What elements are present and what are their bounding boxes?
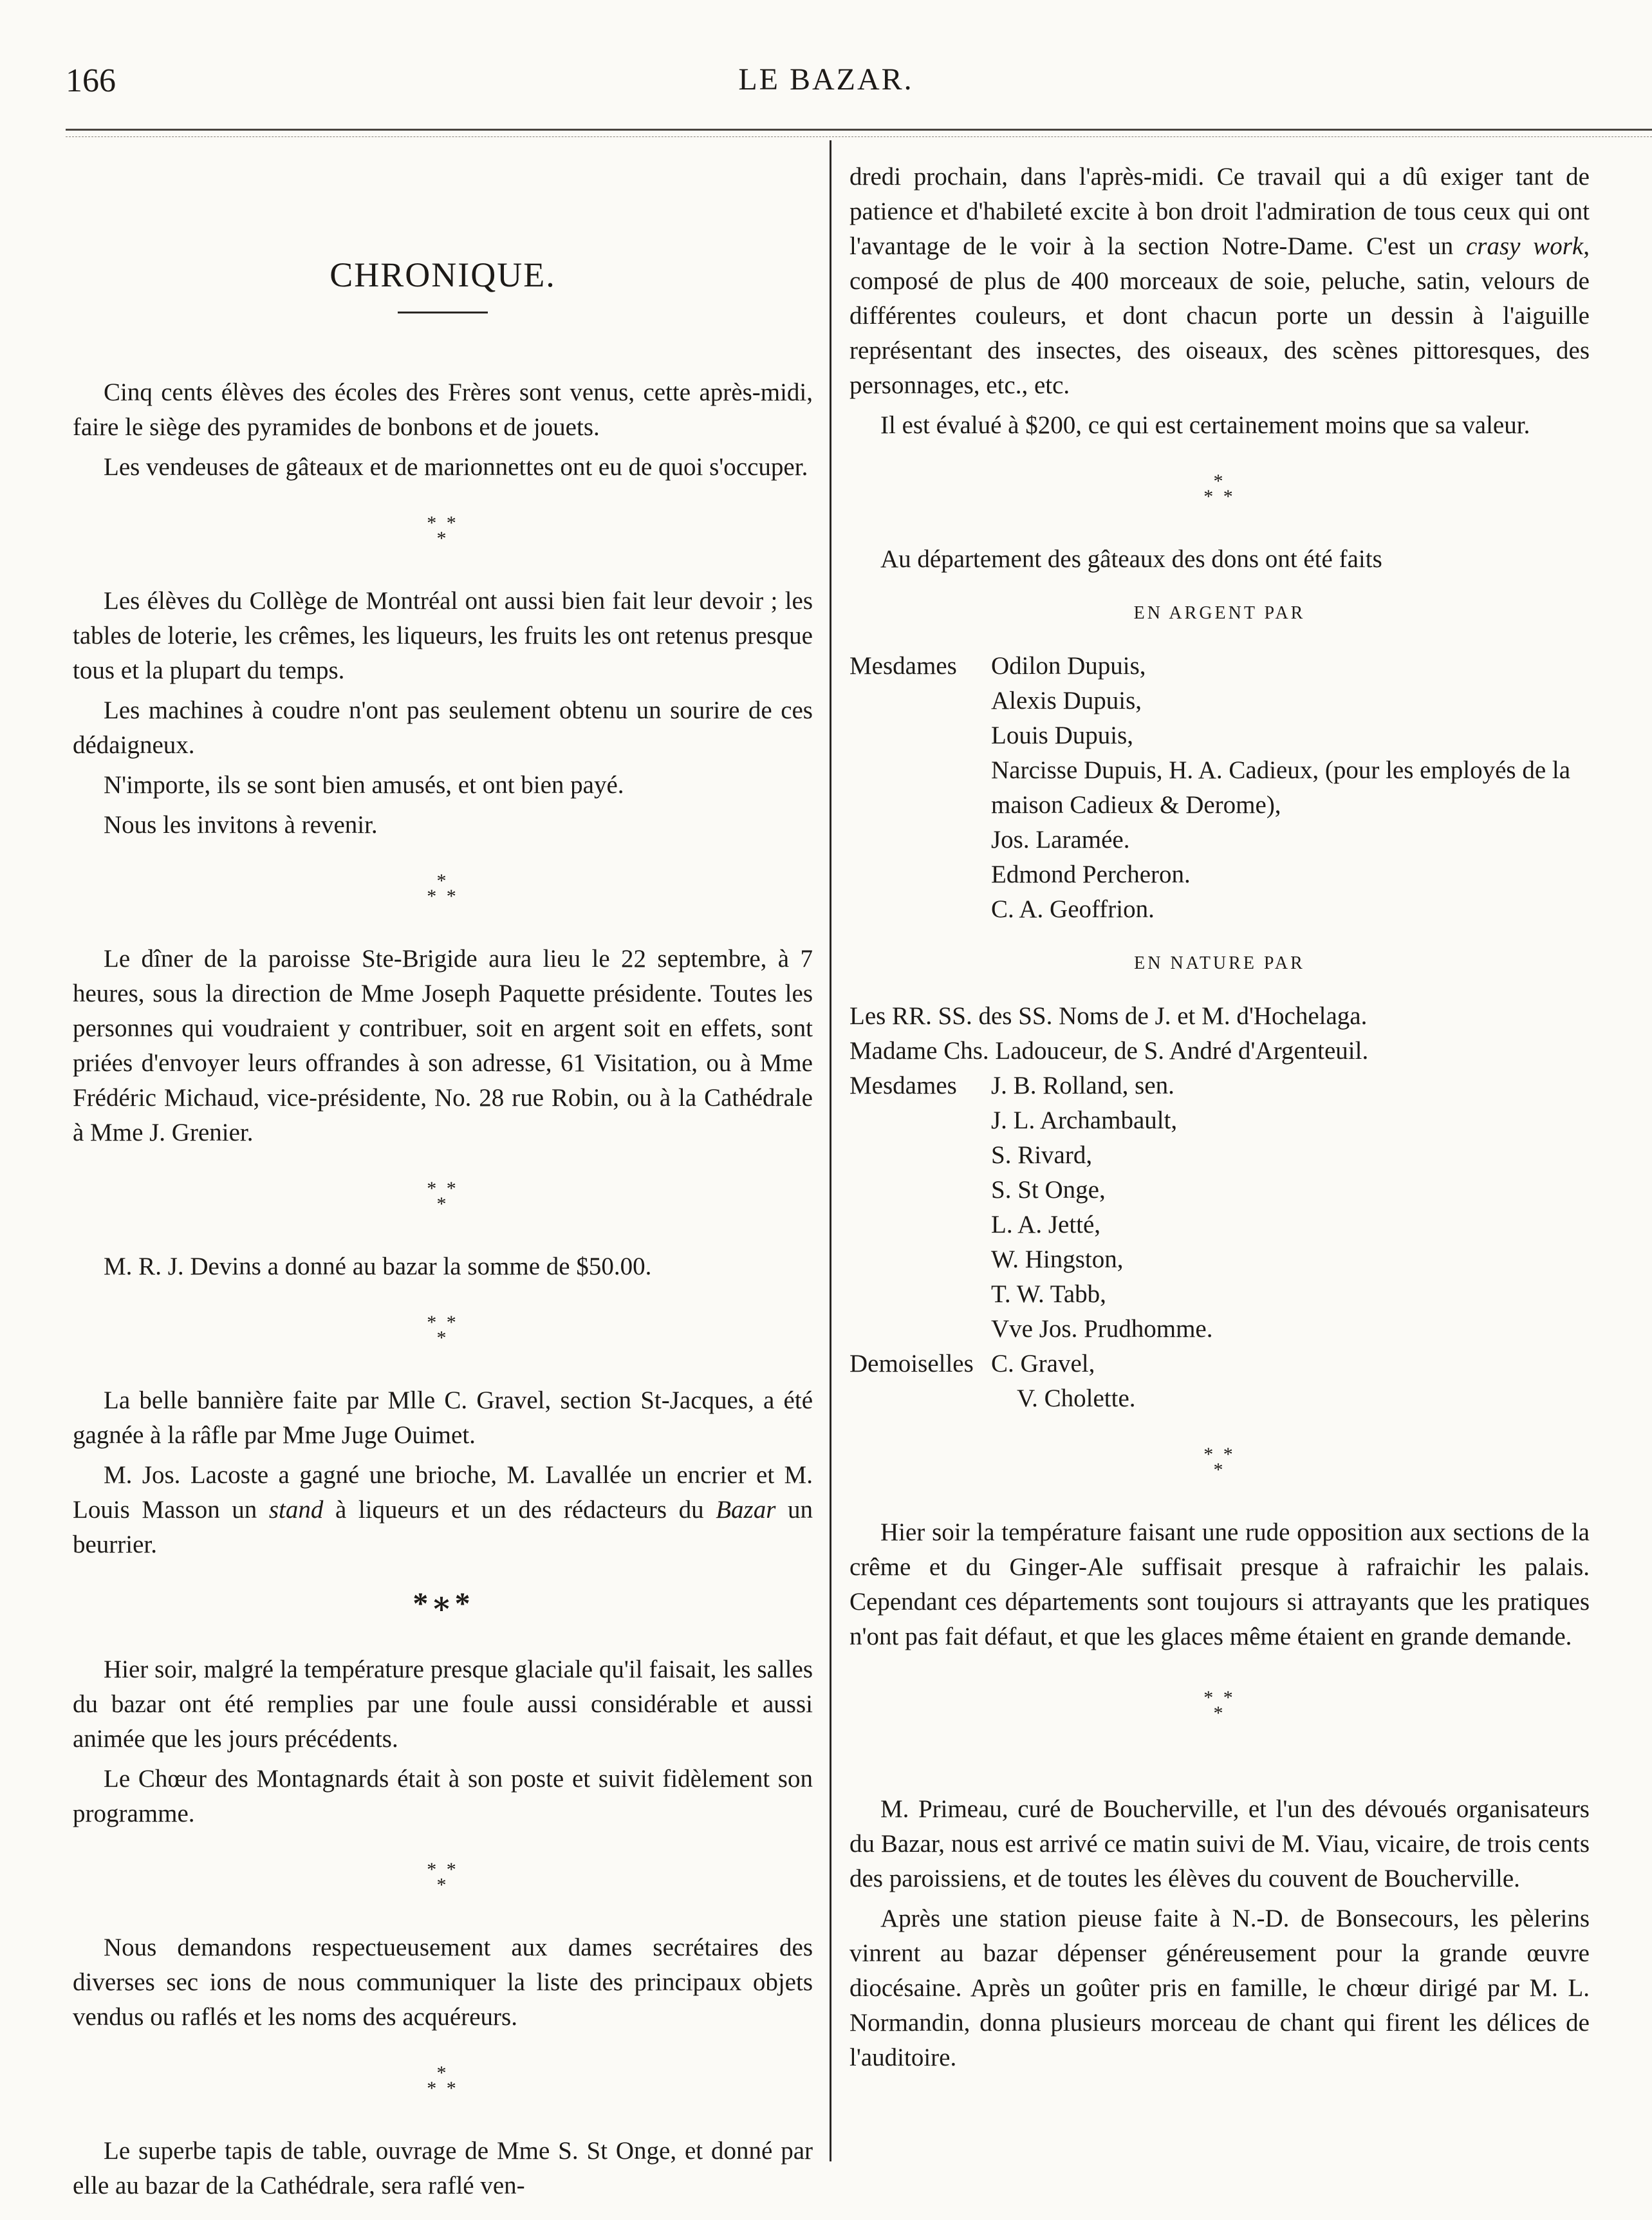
donor-name: J. B. Rolland, sen.	[991, 1072, 1174, 1099]
paragraph: Les machines à coudre n'ont pas seulement obtenu un sourire de ces dédaigneux.	[73, 696, 813, 759]
donor-row: Vve Jos. Prudhomme.	[991, 1315, 1213, 1343]
paragraph: N'importe, ils se sont bien amusés, et ont bien payé.	[104, 771, 624, 799]
subheading-argent: EN ARGENT PAR	[1133, 603, 1306, 623]
donor-row: J. L. Archambault,	[991, 1106, 1178, 1134]
donor-row: W. Hingston,	[991, 1245, 1124, 1273]
paragraph	[73, 1458, 813, 1562]
asterism-ornament: * * *	[427, 1178, 459, 1215]
asterism-ornament-bold: *∗*	[413, 1587, 473, 1621]
donor-row: Alexis Dupuis,	[991, 687, 1142, 714]
asterism-ornament: * * *	[427, 1859, 459, 1896]
donor-label: Demoiselles	[849, 1350, 974, 1377]
donor-row	[849, 649, 1590, 684]
paragraph: Le Chœur des Montagnards était à son poste et suivit fidèlement son programme.	[73, 1765, 813, 1827]
donor-row: Narcisse Dupuis, H. A. Cadieux, (pour les employés de la maison Cadieux & Derome),	[991, 756, 1571, 819]
chronique-title: CHRONIQUE.	[329, 256, 556, 294]
asterism-ornament: * * *	[427, 870, 459, 907]
italic-run: Bazar	[716, 1496, 776, 1524]
text-run: à liqueurs et un des rédacteurs du	[323, 1496, 716, 1524]
donor-row: Madame Chs. Ladouceur, de S. André d'Argenteuil.	[849, 1037, 1369, 1065]
donor-row: C. A. Geoffrion.	[991, 895, 1155, 923]
donor-row: V. Cholette.	[1017, 1385, 1136, 1412]
paragraph: Il est évalué à $200, ce qui est certainement moins que sa valeur.	[880, 411, 1530, 439]
paragraph: Nous les invitons à revenir.	[104, 811, 378, 839]
asterism-ornament: * * *	[427, 2062, 459, 2099]
paragraph: Hier soir, malgré la température presque glaciale qu'il faisait, les salles du bazar ont été remplies par une foule aussi considérable et aussi animée que les jours précédents.	[73, 1656, 813, 1753]
donor-row: Edmond Percheron.	[991, 861, 1191, 888]
paragraph: Le superbe tapis de table, ouvrage de Mme S. St Onge, et donné par elle au bazar de la Cathédrale, sera raflé ven-	[73, 2137, 813, 2199]
donor-label: Mesdames	[849, 1072, 957, 1099]
asterism-ornament: * * *	[1203, 471, 1236, 507]
header-rule-dashed	[66, 136, 1652, 137]
paragraph: Cinq cents élèves des écoles des Frères sont venus, cette après-midi, faire le siège des pyramides de bonbons et de jouets.	[73, 378, 813, 441]
italic-run: crasy work	[1465, 232, 1584, 260]
left-column	[73, 161, 813, 2203]
asterism-ornament: * * *	[1203, 1687, 1236, 1724]
header-rule	[66, 129, 1652, 131]
paragraph: M. Primeau, curé de Boucherville, et l'un des dévoués organisateurs du Bazar, nous est arrivé ce matin suivi de M. Viau, vicaire, de trois cents des paroissiens, et de toutes les élèves du couvent de Boucherville.	[849, 1795, 1590, 1892]
paragraph: Après une station pieuse faite à N.-D. de Bonsecours, les pèlerins vinrent au bazar dépenser généreusement pour la grande œuvre diocésaine. Après un goûter pris en famille, le chœur dirigé par M. L. Normandin, donna plusieurs morceau de chant qui firent les délices de l'auditoire.	[849, 1905, 1590, 2071]
asterism-ornament: * * *	[427, 1312, 459, 1348]
donor-row	[849, 1347, 1590, 1381]
asterism-ornament: * * *	[427, 512, 459, 549]
donor-row: L. A. Jetté,	[991, 1211, 1101, 1238]
donor-list-nature	[849, 999, 1590, 1416]
asterism-ornament: * * *	[1203, 1444, 1236, 1480]
column-divider	[830, 140, 831, 2161]
donor-row: Les RR. SS. des SS. Noms de J. et M. d'Hochelaga.	[849, 1002, 1368, 1030]
running-head: LE BAZAR.	[738, 62, 914, 97]
paragraph: Le dîner de la paroisse Ste-Brigide aura lieu le 22 septembre, à 7 heures, sous la direction de Mme Joseph Paquette présidente. Toutes les personnes qui voudraient y contribuer, soit en argent soit en effets, sont priées d'envoyer leurs offrandes à son adresse, 61 Visitation, ou à Mme Frédéric Michaud, vice-présidente, No. 28 rue Robin, ou à la Cathédrale à Mme J. Grenier.	[73, 945, 813, 1146]
paragraph: Nous demandons respectueusement aux dames secrétaires des diverses sec ions de nous communiquer la liste des principaux objets vendus ou raflés et les noms des acquéreurs.	[73, 1934, 813, 2031]
donor-name: C. Gravel,	[991, 1350, 1095, 1377]
page-number: 166	[66, 62, 116, 99]
text-run: dredi prochain, dans l'après-midi. Ce travail qui a dû exiger tant de patience et d'habileté excite à bon droit l'admiration de tous ceux qui ont l'avantage de le voir à la section Notre-Dame. C'est un	[849, 163, 1590, 260]
donor-name: Odilon Dupuis,	[991, 652, 1146, 680]
donor-row: S. Rivard,	[991, 1141, 1093, 1169]
donor-list-argent	[849, 649, 1590, 927]
paragraph: Au département des gâteaux des dons ont été faits	[880, 545, 1382, 573]
paragraph: Hier soir la température faisant une rude opposition aux sections de la crême et du Ginger-Ale suffisait presque à rafraichir les palais. Cependant ces départements sont toujours si attrayants que les pratiques n'ont pas fait défaut, et que les glaces même étaient en grande demande.	[849, 1518, 1590, 1650]
donor-label: Mesdames	[849, 652, 957, 680]
right-column	[849, 160, 1590, 2075]
text-run: un beurrier.	[73, 1496, 813, 1558]
paragraph: Les élèves du Collège de Montréal ont aussi bien fait leur devoir ; les tables de loterie, les crêmes, les liqueurs, les fruits les ont retenus presque tous et la plupart du temps.	[73, 587, 813, 684]
italic-run: stand	[268, 1496, 324, 1524]
text-run: , composé de plus de 400 morceaux de soie, peluche, satin, velours de différentes couleurs, et dont chacun porte un dessin à l'aiguille représentant des insectes, des oiseaux, des scènes pittoresques, des personnages, etc., etc.	[849, 232, 1590, 399]
paragraph	[849, 160, 1590, 403]
donor-row: Jos. Laramée.	[991, 826, 1130, 853]
donor-row	[849, 1068, 1590, 1103]
donor-row: Louis Dupuis,	[991, 722, 1134, 749]
donor-row: T. W. Tabb,	[991, 1280, 1106, 1308]
donor-row: S. St Onge,	[991, 1176, 1106, 1204]
title-rule	[398, 312, 488, 313]
paragraph: La belle bannière faite par Mlle C. Gravel, section St-Jacques, a été gagnée à la râfle par Mme Juge Ouimet.	[73, 1386, 813, 1449]
subheading-nature: EN NATURE PAR	[1134, 953, 1305, 973]
paragraph: Les vendeuses de gâteaux et de marionnettes ont eu de quoi s'occuper.	[104, 453, 808, 481]
paragraph: M. R. J. Devins a donné au bazar la somme de $50.00.	[104, 1253, 652, 1280]
text-run: M. Jos. Lacoste a gagné une brioche, M. Lavallée un encrier et M. Louis Masson un	[73, 1461, 813, 1524]
